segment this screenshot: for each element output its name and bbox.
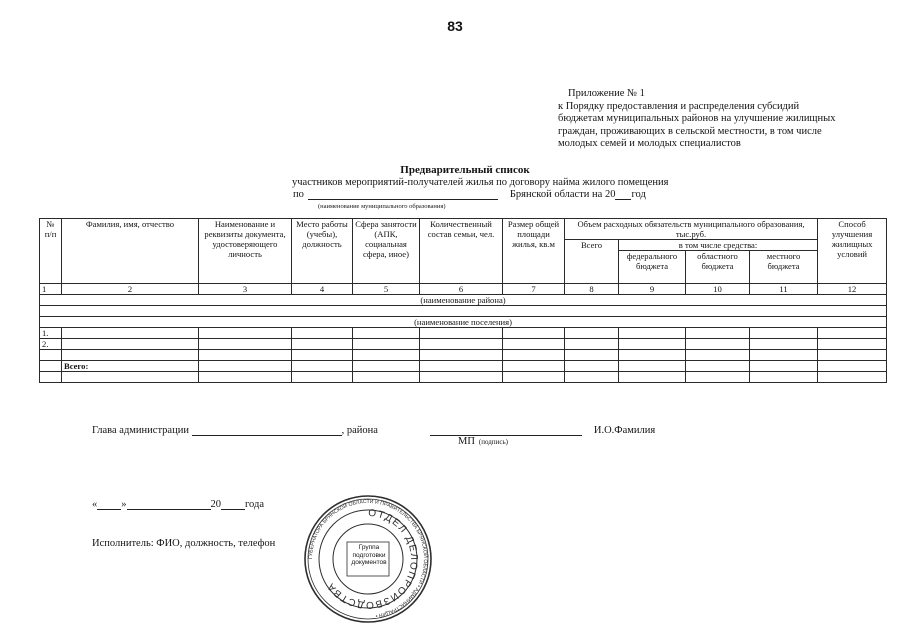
header-regional: областного бюджета	[686, 251, 750, 284]
column-number: 2	[62, 284, 199, 295]
column-number: 11	[750, 284, 818, 295]
stamp-ring-text: ОТДЕЛ ДЕЛОПРОИЗВОДСТВА	[324, 507, 420, 611]
table-cell	[818, 350, 887, 361]
signature-hint: (подпись)	[478, 438, 508, 446]
table-cell	[199, 350, 292, 361]
table-cell	[503, 350, 565, 361]
municipality-hint: (наименование муниципального образования)	[318, 203, 446, 210]
table-cell	[750, 350, 818, 361]
blank-row	[40, 306, 887, 317]
year-word: года	[245, 499, 264, 510]
table-row	[40, 339, 887, 350]
table-cell	[503, 361, 565, 372]
municipality-blank	[308, 189, 498, 200]
column-number: 9	[619, 284, 686, 295]
year-blank	[221, 499, 245, 510]
table-cell	[292, 372, 353, 383]
day-blank	[97, 499, 121, 510]
table-cell	[353, 372, 420, 383]
head-blank	[192, 425, 342, 436]
header-num: № п/п	[40, 219, 62, 284]
table-cell	[686, 328, 750, 339]
municipality-suffix: Брянской области на 20	[509, 189, 616, 200]
table-cell	[686, 372, 750, 383]
table-cell	[62, 372, 199, 383]
table-cell	[420, 339, 503, 350]
appendix-line: молодых семей и молодых специалистов	[558, 138, 741, 150]
table-cell	[199, 328, 292, 339]
table-cell	[199, 339, 292, 350]
header-obligations: Объем расходных обязательств муниципального образования, тыс.руб.	[565, 219, 818, 240]
appendix-block	[558, 88, 835, 151]
stamp-inner-line: документов	[351, 559, 387, 566]
table-cell	[818, 372, 887, 383]
table-cell	[40, 350, 62, 361]
column-number: 6	[420, 284, 503, 295]
municipality-prefix: по	[293, 189, 304, 200]
table-cell	[503, 372, 565, 383]
column-number: 12	[818, 284, 887, 295]
table-cell	[292, 350, 353, 361]
total-row	[40, 361, 887, 372]
header-employment-sphere: Сфера занятости (АПК, социальная сфера, иное)	[353, 219, 420, 284]
header-method: Способ улучшения жилищных условий	[818, 219, 887, 284]
table-cell	[420, 350, 503, 361]
table-cell	[420, 372, 503, 383]
header-total: Всего	[565, 240, 619, 284]
mp-label: МП	[458, 436, 475, 447]
table-cell	[619, 372, 686, 383]
table-cell	[565, 372, 619, 383]
table-cell	[353, 339, 420, 350]
table-cell	[40, 361, 62, 372]
table-cell	[503, 339, 565, 350]
appendix-line: бюджетам муниципальных районов на улучшение жилищных	[558, 113, 836, 125]
document-subtitle: участников мероприятий-получателей жилья по договору найма жилого помещения	[292, 177, 669, 188]
date-line	[92, 499, 264, 510]
table-row	[40, 328, 887, 339]
column-number: 4	[292, 284, 353, 295]
table-cell	[619, 361, 686, 372]
appendix-line: к Порядку предоставления и распределения субсидий	[558, 100, 800, 112]
table-cell	[818, 328, 887, 339]
table-cell	[199, 372, 292, 383]
signature-blank	[430, 425, 582, 436]
table-cell	[565, 361, 619, 372]
table-cell	[353, 361, 420, 372]
office-stamp	[303, 494, 433, 624]
stamp-inner-line: Группа	[358, 544, 380, 551]
head-label: Глава администрации	[92, 425, 189, 436]
year-blank	[615, 189, 631, 200]
seal-place	[458, 436, 508, 447]
total-label: Всего:	[62, 361, 199, 372]
municipality-line	[293, 189, 646, 200]
column-number: 7	[503, 284, 565, 295]
month-blank	[127, 499, 211, 510]
appendix-title: Приложение № 1	[568, 88, 645, 99]
header-federal: федерального бюджета	[619, 251, 686, 284]
blank-cell	[40, 306, 887, 317]
settlement-row	[40, 317, 887, 328]
header-area: Размер общей площади жилья, кв.м	[503, 219, 565, 284]
header-including: в том числе средства:	[619, 240, 818, 251]
table-cell	[40, 372, 62, 383]
signature-line	[92, 425, 655, 436]
table-cell	[292, 339, 353, 350]
district-suffix: , района	[341, 425, 378, 436]
table-cell	[62, 350, 199, 361]
header-local: местного бюджета	[750, 251, 818, 284]
stamp-inner-text	[348, 544, 390, 576]
table-cell	[62, 328, 199, 339]
table-cell	[62, 339, 199, 350]
district-row	[40, 295, 887, 306]
table-cell	[353, 350, 420, 361]
district-label: (наименование района)	[40, 295, 887, 306]
table-cell	[565, 350, 619, 361]
signatory-name: И.О.Фамилия	[593, 425, 656, 436]
executor-line: Исполнитель: ФИО, должность, телефон	[92, 538, 276, 549]
table-cell	[750, 328, 818, 339]
column-number: 10	[686, 284, 750, 295]
table-cell	[503, 328, 565, 339]
table-cell	[818, 339, 887, 350]
participants-table	[39, 218, 887, 383]
table-cell	[565, 339, 619, 350]
table-row	[40, 372, 887, 383]
row-number: 2.	[40, 339, 62, 350]
table-cell	[686, 350, 750, 361]
page-number: 83	[447, 18, 463, 34]
table-cell	[292, 361, 353, 372]
table-cell	[750, 372, 818, 383]
table-cell	[619, 328, 686, 339]
column-number: 8	[565, 284, 619, 295]
table-cell	[199, 361, 292, 372]
stamp-outer-text: ГУБЕРНАТОРА БРЯНСКОЙ ОБЛАСТИ И ПРАВИТЕЛЬСТВА БРЯНСКОЙ ОБЛАСТИ • АДМИНИСТРАЦИЯ •	[307, 498, 429, 619]
table-cell	[565, 328, 619, 339]
header-workplace: Место работы (учебы), должность	[292, 219, 353, 284]
table-cell	[818, 361, 887, 372]
table-cell	[420, 328, 503, 339]
date-century: 20	[210, 499, 221, 510]
column-number-row	[40, 284, 887, 295]
date-open-quote: «	[92, 499, 98, 510]
column-number: 1	[40, 284, 62, 295]
table-cell	[750, 339, 818, 350]
document-title: Предварительный список	[400, 164, 530, 176]
table-cell	[619, 350, 686, 361]
settlement-label: (наименование поселения)	[40, 317, 887, 328]
header-document: Наименование и реквизиты документа, удостоверяющего личность	[199, 219, 292, 284]
table-cell	[353, 328, 420, 339]
header-family-size: Количественный состав семьи, чел.	[420, 219, 503, 284]
date-close-quote: »	[121, 499, 127, 510]
table-cell	[750, 361, 818, 372]
header-fio: Фамилия, имя, отчество	[62, 219, 199, 284]
table-cell	[420, 361, 503, 372]
table-cell	[619, 339, 686, 350]
table-cell	[686, 361, 750, 372]
year-suffix: год	[631, 189, 646, 200]
row-number: 1.	[40, 328, 62, 339]
table-cell	[292, 328, 353, 339]
column-number: 3	[199, 284, 292, 295]
table-row	[40, 350, 887, 361]
appendix-line: граждан, проживающих в сельской местности, в том числе	[558, 125, 822, 137]
column-number: 5	[353, 284, 420, 295]
table-cell	[686, 339, 750, 350]
stamp-inner-line: подготовки	[352, 551, 386, 559]
